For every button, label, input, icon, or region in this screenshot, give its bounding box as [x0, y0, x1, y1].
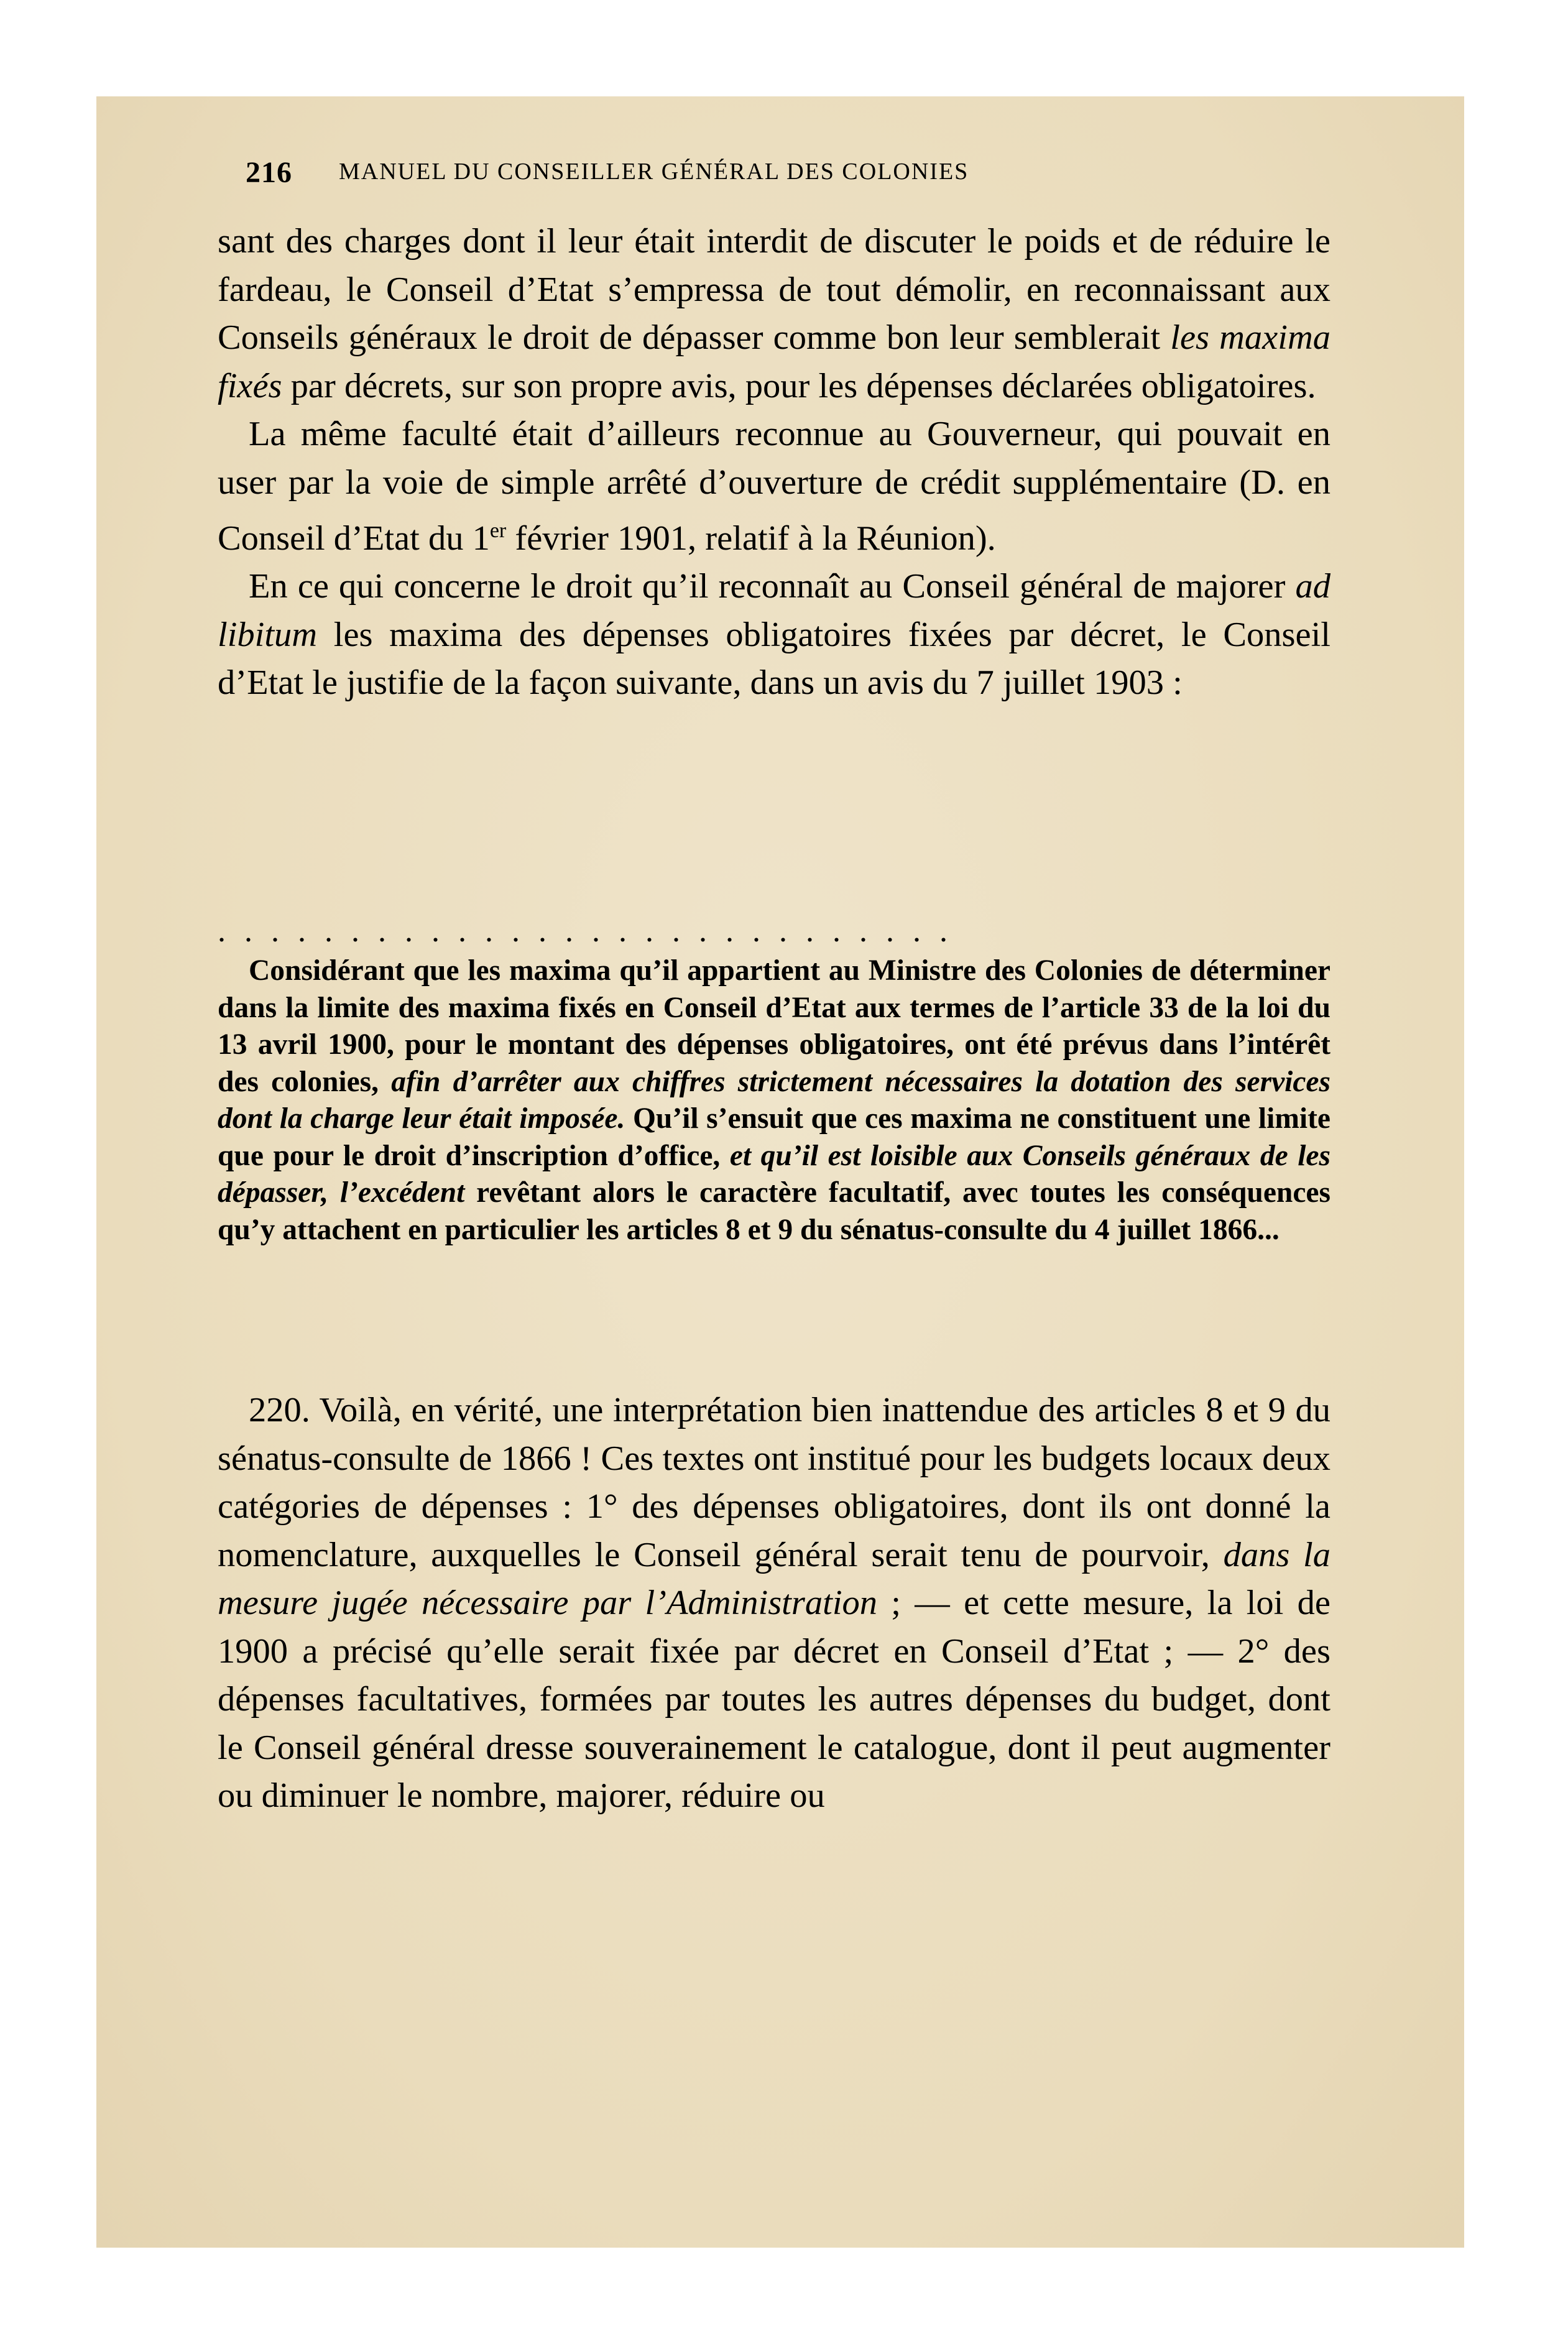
paragraph-text: ; — et cette mesure, la loi de 1900 a précisé qu’elle serait fixée par décret en Conseil d’Etat ; — 2° des dépenses facultatives, formées par toutes les autres dépenses du budget, dont le Conseil général dresse souverainement le catalogue, dont il peut augmenter ou diminuer le nombre, majorer, réduire ou: [218, 1584, 1330, 1815]
superscript: er: [489, 519, 507, 542]
quote-text: Qu’il s’ensuit que ces maxima ne constituent une limite que pour le droit d’inscription d’office,: [218, 1102, 1330, 1172]
page-header: [246, 149, 1191, 199]
paragraph: [218, 1387, 1330, 1821]
paragraph-text: La même faculté était d’ailleurs reconnue au Gouverneur, qui pouvait en user par la voie de simple arrêté d’ouverture de crédit supplémentaire (D. en Conseil d’Etat du 1: [218, 415, 1330, 558]
ellipsis-dots: ............................: [218, 914, 966, 949]
paragraph-italic: dans la mesure jugée nécessaire par l’Administration: [218, 1535, 1330, 1622]
paragraph-text: par décrets, sur son propre avis, pour les dépenses déclarées obligatoires.: [282, 366, 1316, 405]
running-title: MANUEL DU CONSEILLER GÉNÉRAL DES COLONIES: [339, 159, 969, 185]
paragraph-text: En ce qui concerne le droit qu’il reconnaît au Conseil général de majorer: [249, 567, 1296, 606]
quote-italic: et qu’il est loisible aux Conseils généraux de les dépasser, l’excédent: [218, 1139, 1330, 1209]
paragraph-italic: les maxima fixés: [218, 318, 1330, 405]
quotation-text: [218, 953, 1330, 1248]
quote-text: Considérant que les maxima qu’il appartient au Ministre des Colonies de déterminer dans la limite des maxima fixés en Conseil d’Etat aux termes de l’article 33 de la loi du 13 avril 1900, pour le montant des dépenses obligatoires, ont été prévus dans l’intérêt des colonies,: [218, 954, 1330, 1098]
paragraph-text: sant des charges dont il leur était interdit de discuter le poids et de réduire le fardeau, le Conseil d’Etat s’empressa de tout démolir, en reconnaissant aux Conseils généraux le droit de dépasser comme bon leur semblerait: [218, 222, 1330, 357]
quotation-block: [218, 914, 1330, 1248]
paragraph: [218, 218, 1330, 410]
paragraph: [218, 410, 1330, 563]
quote-italic: afin d’arrêter aux chiffres strictement nécessaires la dotation des services dont la charge leur était imposée.: [218, 1065, 1330, 1135]
paragraph-text: 220. Voilà, en vérité, une interprétation bien inattendue des articles 8 et 9 du sénatus-consulte de 1866 ! Ces textes ont institué pour les budgets locaux deux catégories de dépenses : 1° des dépenses obligatoires, dont ils ont donné la nomenclature, auxquelles le Conseil général serait tenu de pourvoir,: [218, 1391, 1330, 1574]
section-220: [218, 1387, 1330, 1821]
text-block-top: [218, 218, 1330, 708]
paragraph-text: les maxima des dépenses obligatoires fixées par décret, le Conseil d’Etat le justifie de la façon suivante, dans un avis du 7 juillet 1903 :: [218, 615, 1330, 703]
paragraph-text: février 1901, relatif à la Réunion).: [506, 519, 996, 558]
paragraph: [218, 563, 1330, 708]
page-number: 216: [246, 156, 292, 189]
quote-text: revêtant alors le caractère facultatif, avec toutes les conséquences qu’y attachent en particulier les articles 8 et 9 du sénatus-consulte du 4 juillet 1866...: [218, 1176, 1330, 1246]
paragraph-italic: ad libitum: [218, 567, 1330, 654]
